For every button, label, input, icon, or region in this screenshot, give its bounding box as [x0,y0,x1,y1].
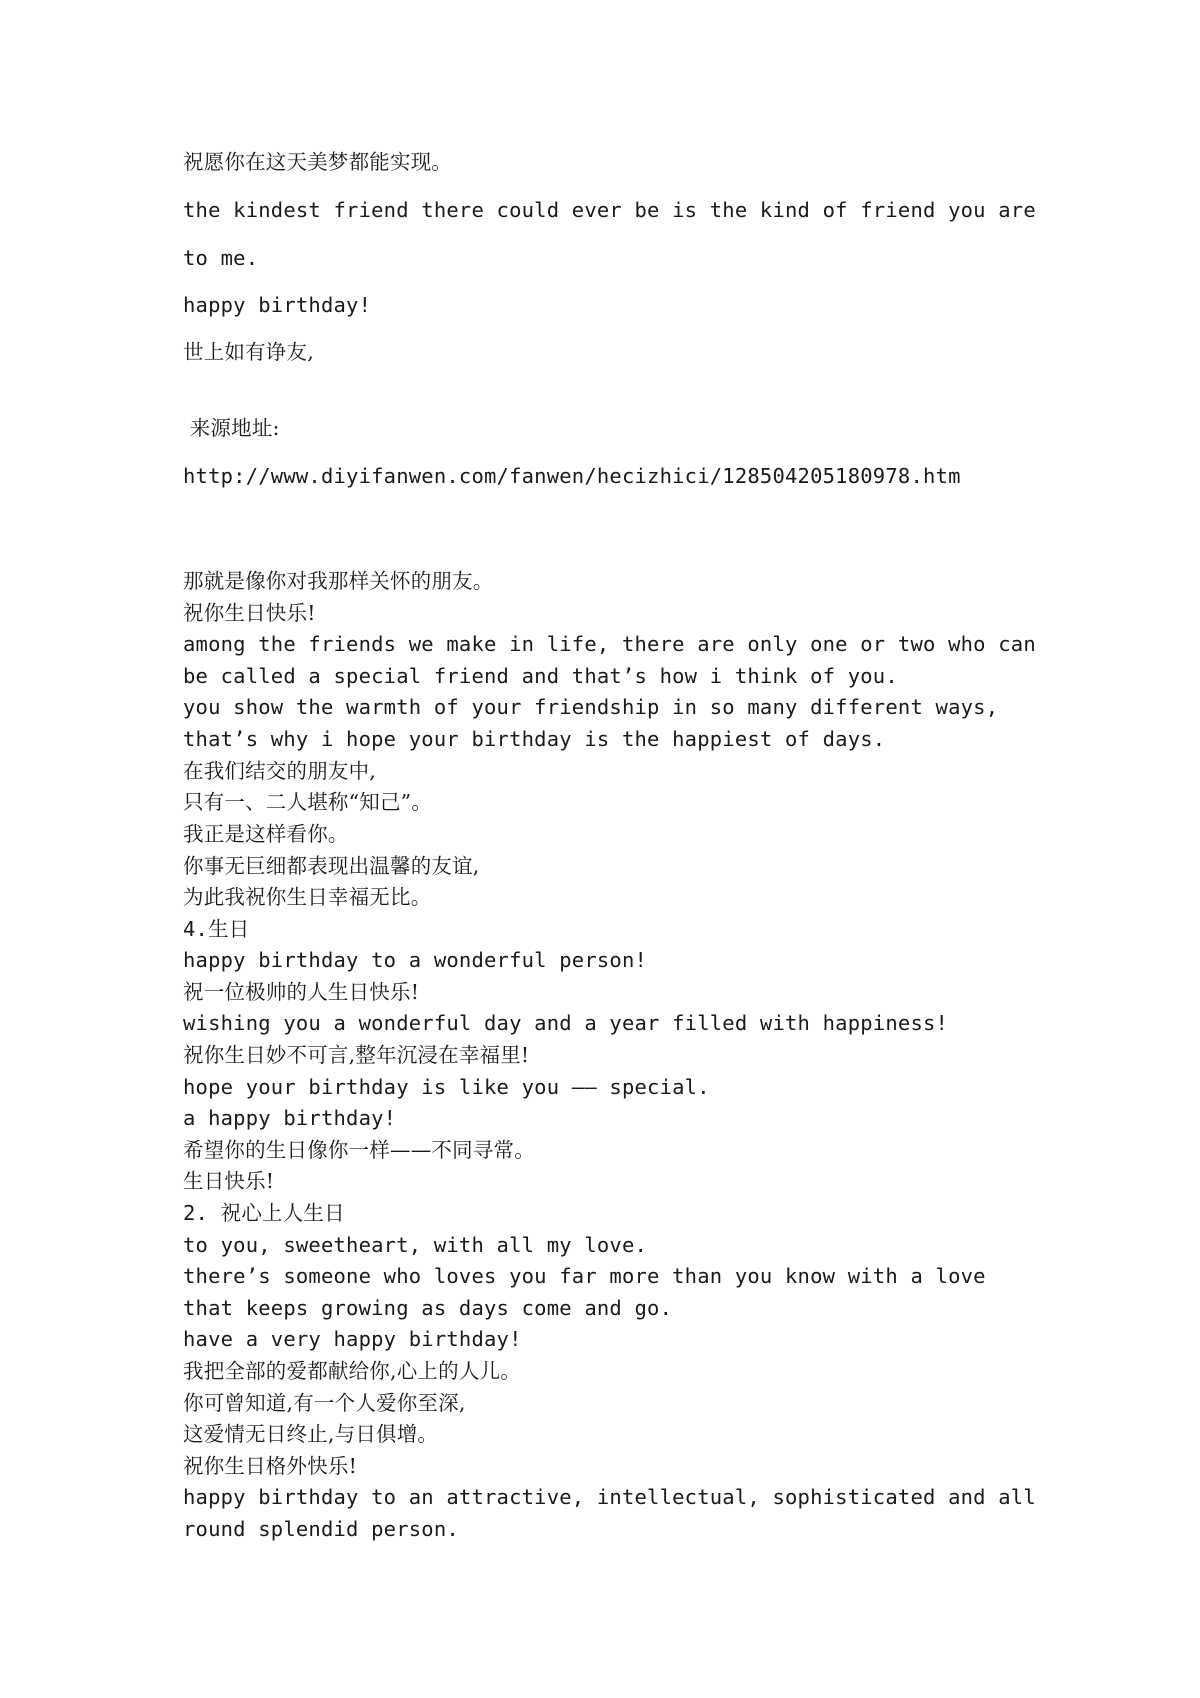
source-label: 来源地址: [183,416,280,440]
text-line: 这爱情无日终止,与日俱增。 [183,1422,439,1446]
text-line: there’s someone who loves you far more than you know with a love [183,1264,986,1288]
text-line: a happy birthday! [183,1106,397,1130]
text-line: 只有一、二人堪称“知己”。 [183,790,433,814]
text-line: the kindest friend there could ever be is the kind of friend you are [183,198,1036,222]
text-line: happy birthday! [183,293,372,317]
text-line: 那就是像你对我那样关怀的朋友。 [183,569,494,593]
text-line: 我把全部的爱都献给你,心上的人儿。 [183,1359,521,1383]
text-line: that keeps growing as days come and go. [183,1296,673,1320]
text-line: 生日快乐! [183,1169,275,1193]
text-line: round splendid person. [183,1517,459,1541]
text-line: 我正是这样看你。 [183,822,349,846]
text-line: to you, sweetheart, with all my love. [183,1233,648,1257]
text-line: to me. [183,246,259,270]
text-line: happy birthday to an attractive, intellectual, sophisticated and all [183,1485,1036,1509]
text-line: 2. 祝心上人生日 [183,1201,345,1225]
text-line: wishing you a wonderful day and a year filled with happiness! [183,1011,949,1035]
text-line: be called a special friend and that’s how i think of you. [183,664,898,688]
text-line: hope your birthday is like you —— special. [183,1075,710,1099]
text-line: 希望你的生日像你一样——不同寻常。 [183,1138,535,1162]
text-line: 祝你生日快乐! [183,601,316,625]
text-line: 你事无巨细都表现出温馨的友谊, [183,854,480,878]
text-line: 祝愿你在这天美梦都能实现。 [183,150,453,174]
text-line: 祝你生日妙不可言,整年沉浸在幸福里! [183,1043,530,1067]
source-url: http://www.diyifanwen.com/fanwen/hecizhici/128504205180978.htm [183,464,961,488]
text-line: 祝你生日格外快乐! [183,1454,358,1478]
text-line: 在我们结交的朋友中, [183,759,377,783]
text-line: have a very happy birthday! [183,1327,522,1351]
text-line: 4.生日 [183,917,250,941]
text-line: 你可曾知道,有一个人爱你至深, [183,1391,466,1415]
text-line: 世上如有诤友, [183,340,314,364]
text-line: happy birthday to a wonderful person! [183,948,648,972]
text-line: 为此我祝你生日幸福无比。 [183,885,432,909]
text-line: 祝一位极帅的人生日快乐! [183,980,420,1004]
text-line: among the friends we make in life, there are only one or two who can [183,632,1036,656]
text-line: you show the warmth of your friendship in so many different ways, [183,695,999,719]
text-line: that’s why i hope your birthday is the happiest of days. [183,727,886,751]
